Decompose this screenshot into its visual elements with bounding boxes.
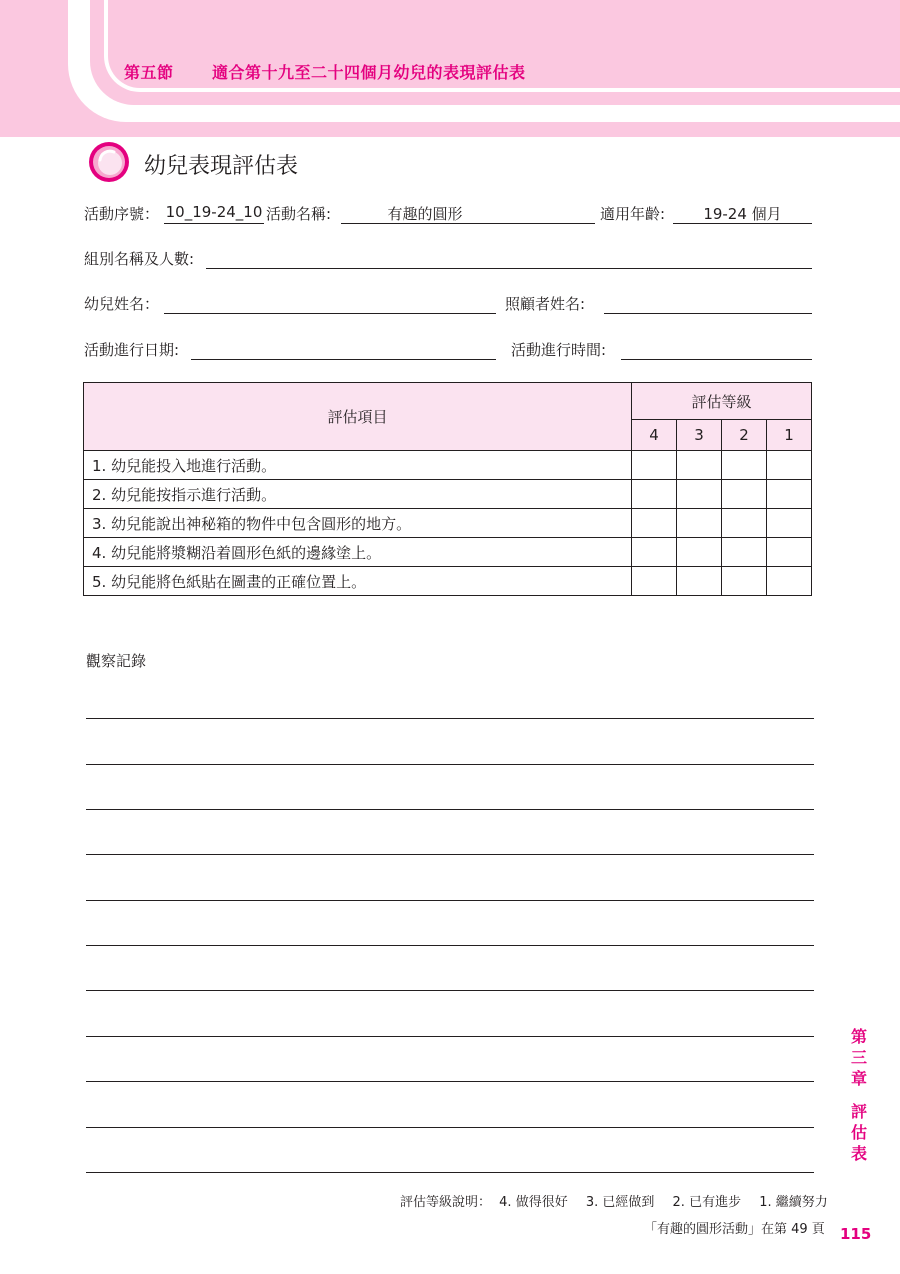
table-row: [84, 480, 812, 509]
date-line[interactable]: [191, 359, 496, 360]
grade-cell[interactable]: [767, 451, 812, 480]
chapter-side-tab: [848, 1026, 870, 1164]
grade-cell[interactable]: [767, 509, 812, 538]
chapter-char: 章: [850, 1069, 867, 1088]
grade-header: 評估等級: [632, 383, 812, 420]
activity-name-label: 活動名稱:: [266, 205, 332, 223]
grade-cell[interactable]: [722, 480, 767, 509]
observation-line[interactable]: [86, 1036, 814, 1037]
grade-2-header: 2: [722, 420, 767, 451]
legend-grade-1: 1. 繼續努力: [759, 1195, 828, 1210]
grade-cell[interactable]: [722, 538, 767, 567]
caregiver-line[interactable]: [604, 313, 812, 314]
activity-no-value: 10_19-24_10: [165, 203, 263, 221]
topic-char: 估: [850, 1123, 867, 1142]
table-row: [84, 567, 812, 596]
grade-cell[interactable]: [632, 538, 677, 567]
page-number: 115: [840, 1225, 872, 1243]
section-title: 適合第十九至二十四個月幼兒的表現評估表: [212, 63, 526, 82]
legend-label: 評估等級說明：: [400, 1195, 492, 1210]
child-name-line[interactable]: [164, 313, 496, 314]
activity-no-label: 活動序號：: [84, 205, 160, 223]
observation-line[interactable]: [86, 1081, 814, 1082]
legend-grade-4: 4. 做得很好: [499, 1195, 568, 1210]
item-header: 評估項目: [84, 383, 632, 451]
grade-legend: [400, 1191, 828, 1210]
grade-cell[interactable]: [767, 538, 812, 567]
age-label: 適用年齡:: [600, 205, 666, 223]
grade-cell[interactable]: [722, 509, 767, 538]
time-label: 活動進行時間:: [511, 341, 607, 359]
bullet-circle-icon: [88, 141, 130, 183]
date-label: 活動進行日期:: [84, 341, 180, 359]
table-row: [84, 509, 812, 538]
child-name-label: 幼兒姓名：: [84, 295, 160, 313]
topic-char: 評: [850, 1102, 867, 1121]
observation-line[interactable]: [86, 1127, 814, 1128]
observation-line[interactable]: [86, 1172, 814, 1173]
item-label: 3. 幼兒能說出神秘箱的物件中包含圓形的地方。: [84, 509, 632, 538]
legend-grade-2: 2. 已有進步: [672, 1195, 742, 1210]
chapter-char: 第: [850, 1027, 867, 1046]
grade-cell[interactable]: [632, 480, 677, 509]
grade-cell[interactable]: [632, 509, 677, 538]
grade-cell[interactable]: [677, 538, 722, 567]
grade-cell[interactable]: [722, 451, 767, 480]
evaluation-table: [83, 382, 812, 596]
item-label: 2. 幼兒能按指示進行活動。: [84, 480, 632, 509]
datetime-row: [84, 337, 812, 361]
grade-cell[interactable]: [767, 567, 812, 596]
section-label: 第五節: [124, 63, 174, 82]
grade-cell[interactable]: [677, 509, 722, 538]
grade-cell[interactable]: [632, 451, 677, 480]
table-row: [84, 538, 812, 567]
grade-cell[interactable]: [632, 567, 677, 596]
observation-line[interactable]: [86, 900, 814, 901]
page-title: 幼兒表現評估表: [144, 154, 299, 179]
group-label: 組別名稱及人數:: [84, 250, 195, 268]
observation-line[interactable]: [86, 809, 814, 810]
page-reference: 「有趣的圓形活動」在第 49 頁: [644, 1222, 825, 1237]
grade-cell[interactable]: [767, 480, 812, 509]
item-label: 4. 幼兒能將漿糊沿着圓形色紙的邊緣塗上。: [84, 538, 632, 567]
item-label: 5. 幼兒能將色紙貼在圖畫的正確位置上。: [84, 567, 632, 596]
observation-line[interactable]: [86, 764, 814, 765]
activity-info-row: [84, 201, 812, 225]
grade-cell[interactable]: [677, 451, 722, 480]
table-row: [84, 451, 812, 480]
activity-name-value: 有趣的圓形: [387, 205, 463, 223]
activity-no-line: [164, 223, 264, 224]
grade-3-header: 3: [677, 420, 722, 451]
item-label: 1. 幼兒能投入地進行活動。: [84, 451, 632, 480]
group-line[interactable]: [206, 268, 812, 269]
age-value: 19-24 個月: [703, 205, 782, 223]
observation-line[interactable]: [86, 718, 814, 719]
grade-cell[interactable]: [677, 480, 722, 509]
observation-label: 觀察記錄: [86, 652, 147, 670]
observation-line[interactable]: [86, 945, 814, 946]
caregiver-label: 照顧者姓名:: [505, 295, 586, 313]
observation-line[interactable]: [86, 990, 814, 991]
grade-cell[interactable]: [722, 567, 767, 596]
names-row: [84, 291, 812, 315]
chapter-char: 三: [850, 1048, 867, 1067]
time-line[interactable]: [621, 359, 812, 360]
group-row: [84, 246, 812, 270]
topic-char: 表: [850, 1144, 867, 1163]
grade-1-header: 1: [767, 420, 812, 451]
grade-cell[interactable]: [677, 567, 722, 596]
legend-grade-3: 3. 已經做到: [585, 1195, 655, 1210]
observation-line[interactable]: [86, 854, 814, 855]
grade-4-header: 4: [632, 420, 677, 451]
